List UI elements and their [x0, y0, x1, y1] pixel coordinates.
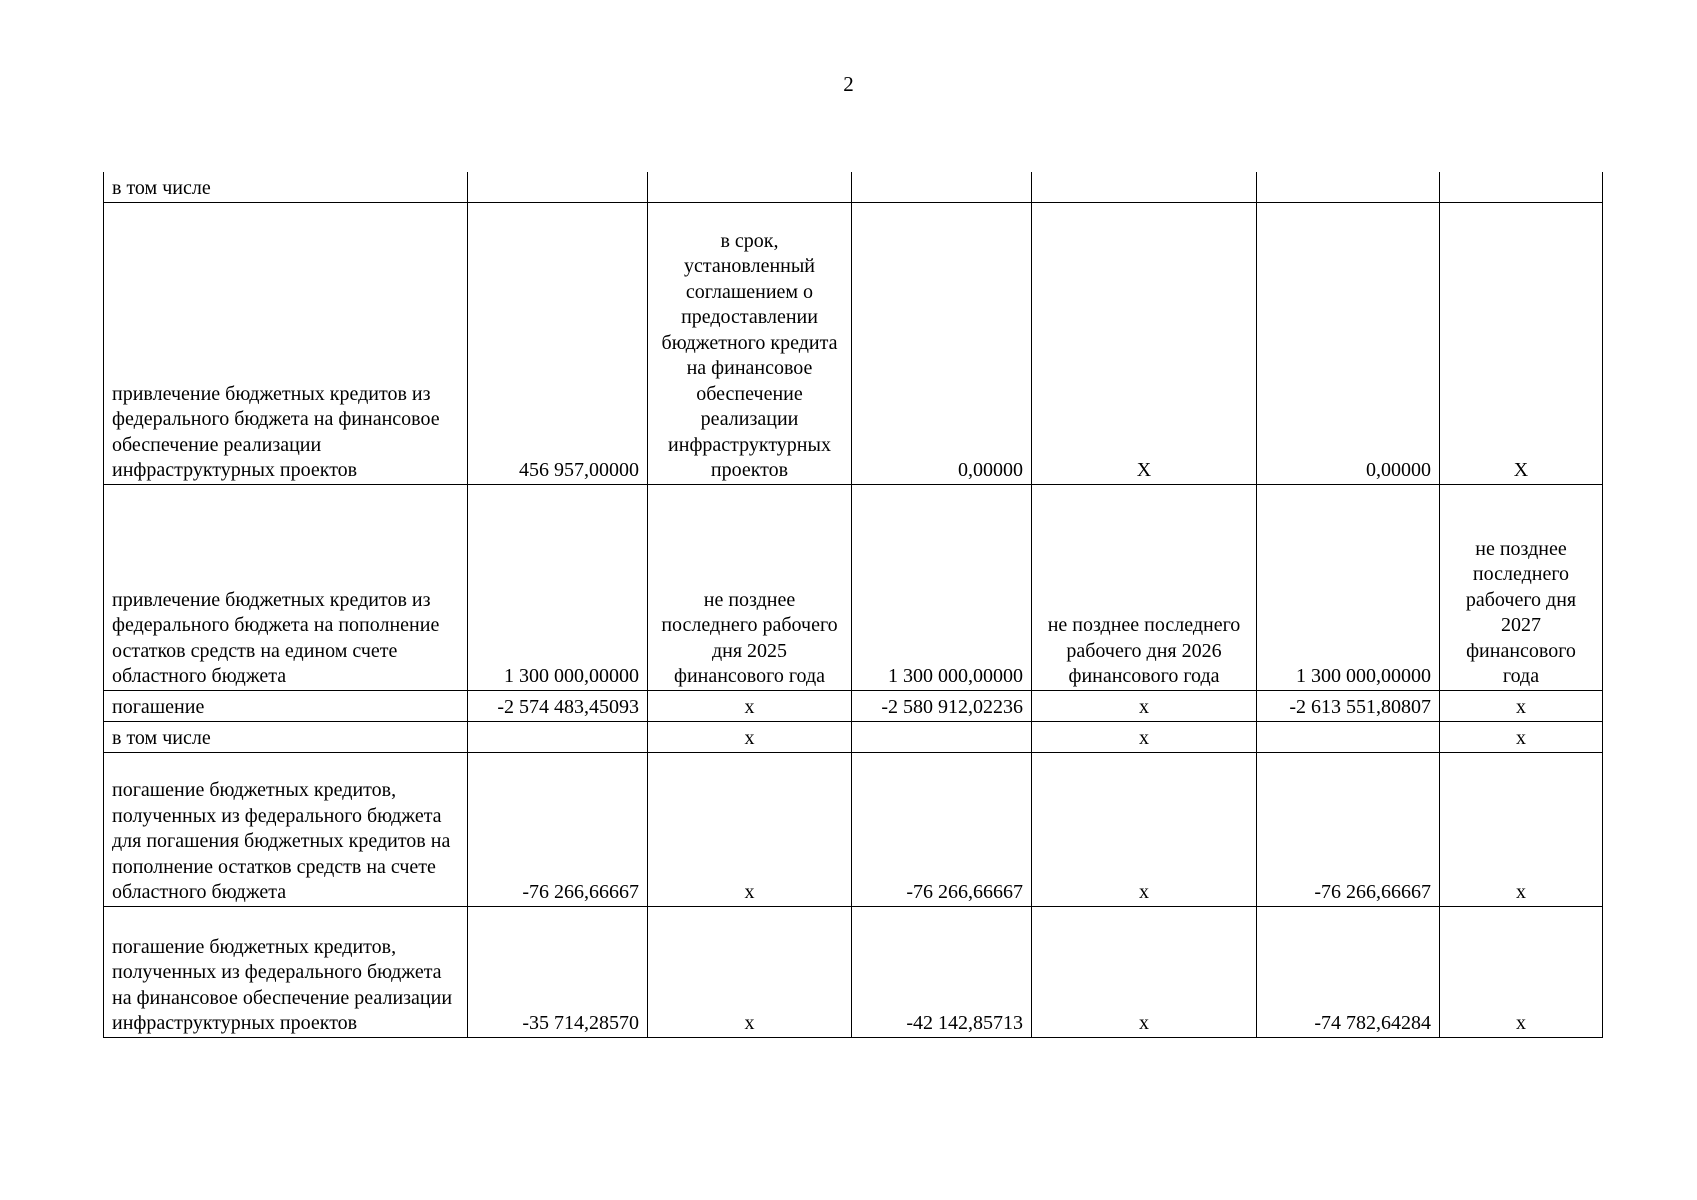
term-2026: х [1032, 690, 1257, 721]
amount-2025: -2 574 483,45093 [468, 690, 648, 721]
row-name: привлечение бюджетных кредитов из федерального бюджета на финансовое обеспечение реализации инфраструктурных проектов [104, 202, 468, 484]
table-row [104, 690, 1603, 721]
term-2027: не позднее последнего рабочего дня 2027 финансового года [1440, 484, 1603, 690]
term-2027: X [1440, 202, 1603, 484]
term-2026: не позднее последнего рабочего дня 2026 финансового года [1032, 484, 1257, 690]
row-name: погашение [104, 690, 468, 721]
term-2027 [1440, 172, 1603, 202]
term-2026: х [1032, 906, 1257, 1037]
amount-2025: -76 266,66667 [468, 752, 648, 906]
term-2025: не позднее последнего рабочего дня 2025 финансового года [648, 484, 852, 690]
amount-2027: -76 266,66667 [1257, 752, 1440, 906]
amount-2027 [1257, 721, 1440, 752]
amount-2026: -2 580 912,02236 [852, 690, 1032, 721]
table-row [104, 752, 1603, 906]
term-2025: в срок, установленный соглашением о предоставлении бюджетного кредита на финансовое обеспечение реализации инфраструктурных проектов [648, 202, 852, 484]
term-2027: х [1440, 721, 1603, 752]
table-row [104, 172, 1603, 202]
row-name: в том числе [104, 721, 468, 752]
amount-2026 [852, 721, 1032, 752]
table-row [104, 484, 1603, 690]
amount-2025 [468, 172, 648, 202]
amount-2026 [852, 172, 1032, 202]
row-name: погашение бюджетных кредитов, полученных из федерального бюджета для погашения бюджетных кредитов на пополнение остатков средств на счете областного бюджета [104, 752, 468, 906]
table-row [104, 202, 1603, 484]
amount-2026: 1 300 000,00000 [852, 484, 1032, 690]
amount-2027: -2 613 551,80807 [1257, 690, 1440, 721]
amount-2027: -74 782,64284 [1257, 906, 1440, 1037]
amount-2025: 456 957,00000 [468, 202, 648, 484]
amount-2027 [1257, 172, 1440, 202]
term-2025: х [648, 721, 852, 752]
page-number: 2 [843, 72, 854, 96]
amount-2026: 0,00000 [852, 202, 1032, 484]
term-2025: х [648, 752, 852, 906]
amount-2025: -35 714,28570 [468, 906, 648, 1037]
budget-credits-table [103, 172, 1603, 1038]
table-row [104, 906, 1603, 1037]
term-2026: X [1032, 202, 1257, 484]
term-2026: х [1032, 721, 1257, 752]
amount-2026: -76 266,66667 [852, 752, 1032, 906]
term-2027: х [1440, 906, 1603, 1037]
table-row [104, 721, 1603, 752]
row-name: погашение бюджетных кредитов, полученных из федерального бюджета на финансовое обеспечение реализации инфраструктурных проектов [104, 906, 468, 1037]
term-2025: х [648, 906, 852, 1037]
amount-2027: 0,00000 [1257, 202, 1440, 484]
amount-2025: 1 300 000,00000 [468, 484, 648, 690]
term-2027: х [1440, 752, 1603, 906]
term-2025 [648, 172, 852, 202]
term-2027: х [1440, 690, 1603, 721]
amount-2026: -42 142,85713 [852, 906, 1032, 1037]
term-2025: х [648, 690, 852, 721]
term-2026: х [1032, 752, 1257, 906]
row-name: в том числе [104, 172, 468, 202]
term-2026 [1032, 172, 1257, 202]
amount-2025 [468, 721, 648, 752]
amount-2027: 1 300 000,00000 [1257, 484, 1440, 690]
row-name: привлечение бюджетных кредитов из федерального бюджета на пополнение остатков средств на едином счете областного бюджета [104, 484, 468, 690]
